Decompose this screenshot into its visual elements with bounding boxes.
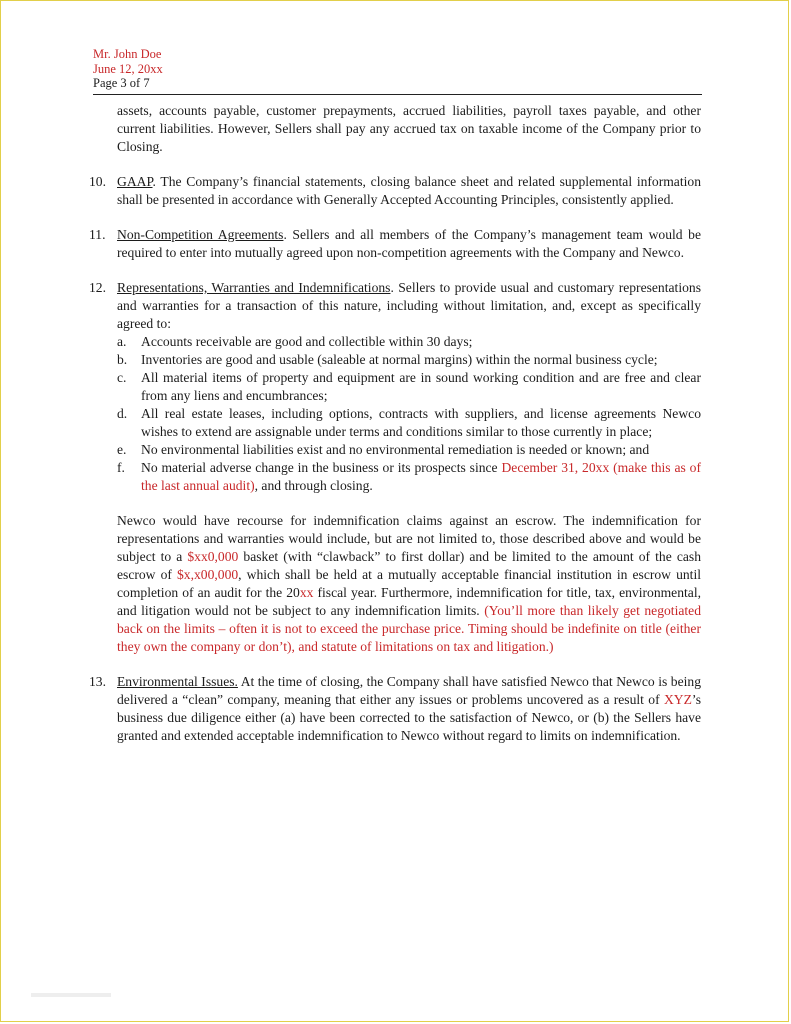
section-number: 10. <box>89 174 106 189</box>
list-text: Accounts receivable are good and collectible within 30 days; <box>141 334 473 349</box>
list-letter: a. <box>117 334 127 349</box>
paragraph-text: Newco would have recourse for indemnification claims against an escrow. The indemnification for representations and warranties would include, but are not limited to, those described above and would be subject to a <box>117 513 701 564</box>
section-text: . Sellers and all members of the Company’s management team would be required to enter into mutually agreed upon non-competition agreements with the Company and Newco. <box>117 227 701 260</box>
company-placeholder: XYZ <box>663 692 692 707</box>
basket-amount: $xx0,000 <box>187 549 239 564</box>
list-annotation: December 31, 20xx (make this as of the last annual audit) <box>141 460 701 493</box>
section-number: 12. <box>89 280 106 295</box>
list-letter: b. <box>117 352 128 367</box>
indemnification-paragraph <box>89 512 701 656</box>
list-item-f <box>89 459 701 495</box>
list-item-e <box>89 441 701 459</box>
section-text: At the time of closing, the Company shall have satisfied Newco that Newco is being delivered a “clean” company, meaning that either any issues or problems uncovered as a result of <box>117 674 701 707</box>
section-title: Non-Competition Agreements <box>117 227 284 242</box>
letter-header <box>93 47 163 91</box>
section-13 <box>89 673 701 745</box>
list-item-b <box>89 351 701 369</box>
negotiation-note: (You’ll more than likely get negotiated back on the limits – often it is not to exceed the purchase price. Timing should be indefinite on title (either they own the company or don’t), and statute of limitations on tax and litigation.) <box>117 603 702 654</box>
section-11 <box>89 226 701 262</box>
list-text: No environmental liabilities exist and no environmental remediation is needed or known; and <box>141 442 650 457</box>
section-text: . The Company’s financial statements, closing balance sheet and related supplemental information shall be presented in accordance with Generally Accepted Accounting Principles, consistently applied. <box>117 174 701 207</box>
section-number: 11. <box>89 227 106 242</box>
intro-paragraph: assets, accounts payable, customer prepayments, accrued liabilities, payroll taxes payable, and other current liabilities. However, Sellers shall pay any accrued tax on taxable income of the Company prior to Closing. <box>117 103 701 154</box>
header-rule <box>93 94 702 95</box>
list-text: All real estate leases, including options, contracts with suppliers, and license agreements Newco wishes to extend are assignable under terms and conditions similar to those currently in place; <box>141 406 701 439</box>
list-letter: f. <box>117 460 125 475</box>
list-item-d <box>89 405 701 441</box>
list-text: Inventories are good and usable (saleable at normal margins) within the normal business cycle; <box>141 352 658 367</box>
section-text: . Sellers to provide usual and customary representations and warranties for a transaction of this nature, including without limitation, and, except as specifically agreed to: <box>117 280 701 331</box>
page-number: Page 3 of 7 <box>93 76 150 90</box>
section-10 <box>89 173 701 209</box>
list-text: No material adverse change in the business or its prospects since <box>141 460 502 475</box>
section-number: 13. <box>89 674 106 689</box>
list-text: All material items of property and equipment are in sound working condition and are free and clear from any liens and encumbrances; <box>141 370 701 403</box>
list-letter: d. <box>117 406 128 421</box>
list-item-a <box>89 333 701 351</box>
list-letter: c. <box>117 370 127 385</box>
paragraph-text: fiscal year. Furthermore, indemnification for title, tax, environmental, and litigation would not be subject to any indemnification limits. <box>117 585 701 618</box>
document-body <box>89 102 701 745</box>
list-item-c <box>89 369 701 405</box>
section-title: GAAP <box>117 174 153 189</box>
section-12 <box>89 279 701 333</box>
letter-date: June 12, 20xx <box>93 61 163 76</box>
paragraph-text: , which shall be held at a mutually acceptable financial institution in escrow until completion of an audit for the 20 <box>117 567 701 600</box>
section-text: ’s business due diligence either (a) have been corrected to the satisfaction of Newco, or (b) the Sellers have granted and extended acceptable indemnification to Newco without regard to limits on indemnification. <box>117 692 701 743</box>
paragraph-text: basket (with “clawback” to first dollar) and be limited to the amount of the cash escrow of <box>117 549 701 582</box>
section-title: Environmental Issues. <box>117 674 238 689</box>
list-text: , and through closing. <box>254 478 373 493</box>
faint-footer-mark <box>31 993 111 997</box>
fiscal-year-placeholder: xx <box>299 585 314 600</box>
list-letter: e. <box>117 442 127 457</box>
escrow-amount: $x,x00,000 <box>177 567 239 582</box>
section-title: Representations, Warranties and Indemnifications <box>117 280 391 295</box>
recipient-name: Mr. John Doe <box>93 47 162 61</box>
